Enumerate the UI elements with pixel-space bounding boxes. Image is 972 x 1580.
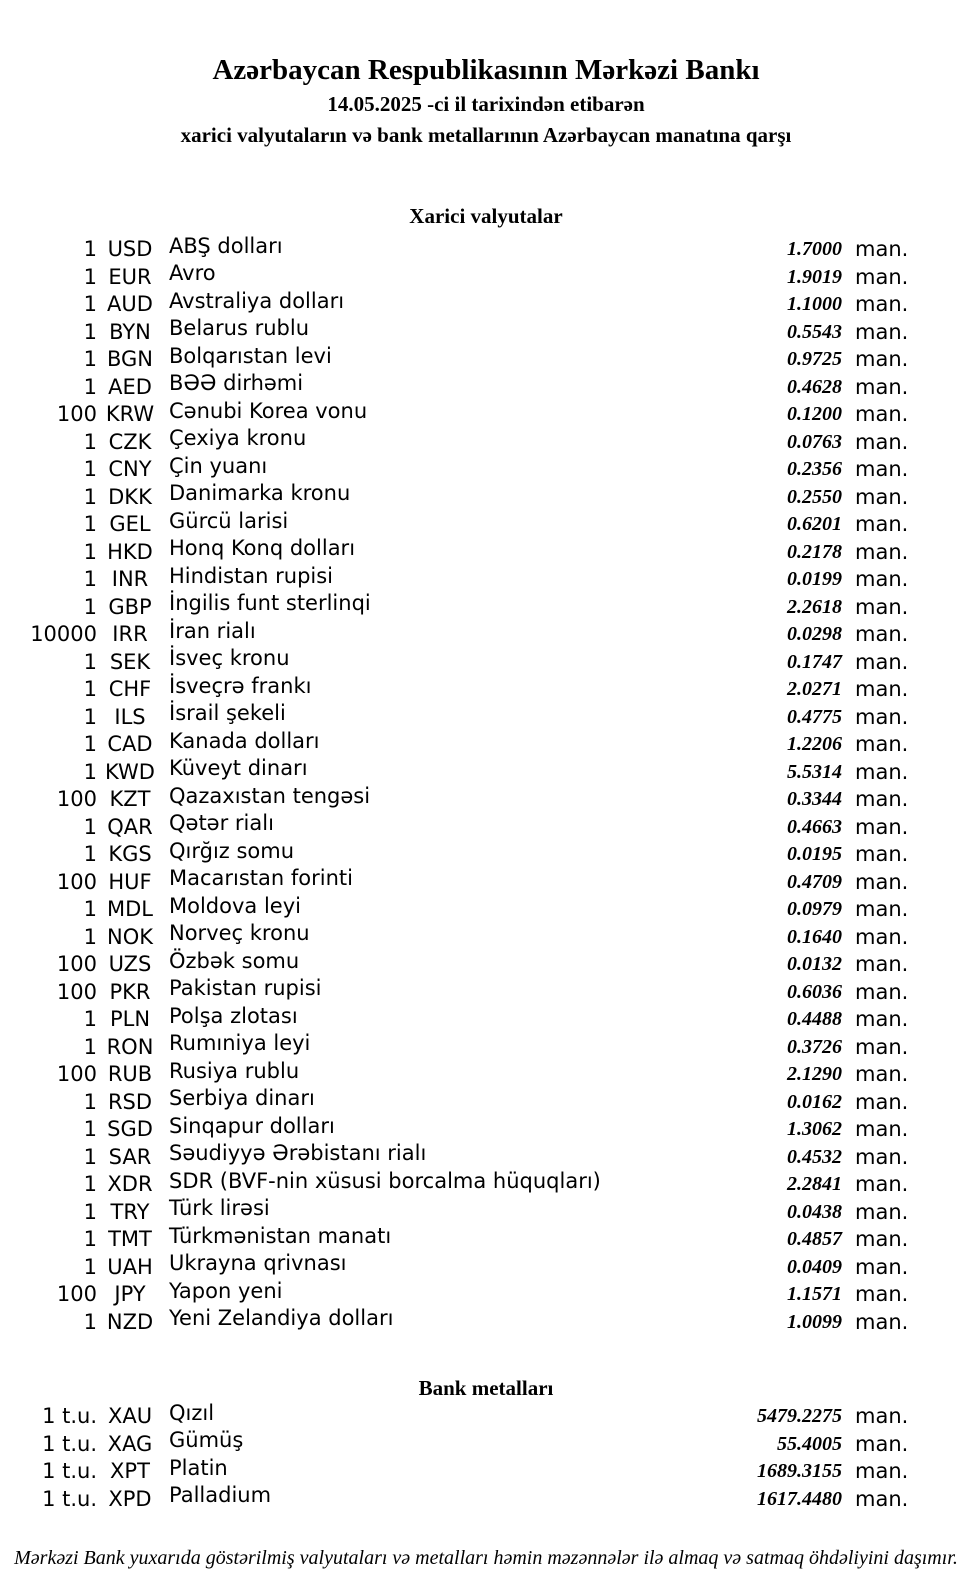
unit-cell: man. xyxy=(855,1007,909,1031)
metal-name-cell: Qızıl xyxy=(169,1400,215,1425)
currency-code-cell: CNY xyxy=(108,457,152,481)
currency-name-cell: Pakistan rupisi xyxy=(169,976,322,1000)
currency-code-cell: RUB xyxy=(107,1062,153,1086)
quantity-cell: 1 xyxy=(83,814,97,839)
quantity-cell: 1 xyxy=(83,1227,97,1251)
rate-value-cell: 0.4775 xyxy=(787,705,842,728)
rate-value-cell: 0.4663 xyxy=(787,815,842,838)
rate-value-cell: 0.1640 xyxy=(787,925,842,948)
quantity-cell: 1 xyxy=(83,1254,97,1279)
metal-name-cell: Platin xyxy=(169,1455,228,1480)
unit-cell: man. xyxy=(855,1117,909,1141)
currency-code-cell: INR xyxy=(111,567,149,591)
rate-value-cell: 0.0979 xyxy=(787,898,842,920)
rate-value-cell: 0.0763 xyxy=(787,430,842,453)
quantity-cell: 1 xyxy=(83,649,97,674)
metal-code-cell: XAU xyxy=(107,1404,153,1428)
quantity-cell: 1 xyxy=(83,1034,97,1059)
currency-name-cell: Türkmənistan manatı xyxy=(169,1223,392,1248)
rate-value-cell: 55.4005 xyxy=(777,1432,842,1455)
unit-cell: man. xyxy=(855,594,909,619)
quantity-cell: 100 xyxy=(56,869,97,894)
metal-code-cell: XPD xyxy=(108,1486,152,1511)
currency-code-cell: HKD xyxy=(107,539,153,564)
quantity-cell: 1 xyxy=(83,567,97,591)
quantity-cell: 1 xyxy=(83,1089,97,1114)
currency-name-cell: Rumıniya leyi xyxy=(169,1031,311,1055)
unit-cell: man. xyxy=(855,622,909,646)
unit-cell: man. xyxy=(855,897,909,921)
rate-value-cell: 5.5314 xyxy=(787,760,842,783)
currency-code-cell: HUF xyxy=(108,869,152,894)
quantity-cell: 1 xyxy=(83,677,97,701)
currency-code-cell: DKK xyxy=(108,484,152,509)
currency-code-cell: BGN xyxy=(106,347,154,371)
quantity-cell: 100 xyxy=(56,979,97,1004)
rate-value-cell: 1.2206 xyxy=(787,733,842,755)
currency-name-cell: Kanada dolları xyxy=(169,728,320,753)
currency-code-cell: AUD xyxy=(107,292,153,316)
quantity-cell: 1 xyxy=(83,539,97,564)
currency-name-cell: Serbiya dinarı xyxy=(169,1086,315,1110)
rate-value-cell: 0.4628 xyxy=(787,375,842,398)
unit-cell: man. xyxy=(855,814,909,839)
unit-cell: man. xyxy=(855,1034,909,1059)
quantity-cell: 1 xyxy=(83,1199,97,1224)
unit-cell: man. xyxy=(855,649,909,674)
quantity-cell: 1 xyxy=(83,1117,97,1141)
currency-code-cell: IRR xyxy=(112,622,148,646)
quantity-cell: 100 xyxy=(56,1282,97,1306)
rate-value-cell: 0.4709 xyxy=(787,870,842,893)
metal-code-cell: XAG xyxy=(107,1431,153,1456)
quantity-cell: 1 xyxy=(83,1144,97,1169)
rate-value-cell: 1.1000 xyxy=(787,293,842,315)
currency-name-cell: Türk lirəsi xyxy=(169,1196,270,1220)
currency-name-cell: Küveyt dinarı xyxy=(169,756,308,780)
rate-value-cell: 1.0099 xyxy=(787,1310,842,1333)
currency-name-cell: İsveç kronu xyxy=(169,646,290,670)
rate-value-cell: 0.0132 xyxy=(787,953,842,975)
quantity-cell: 100 xyxy=(56,952,97,976)
rate-value-cell: 2.0271 xyxy=(787,678,842,700)
unit-cell: man. xyxy=(855,869,909,894)
currency-code-cell: GBP xyxy=(108,594,152,619)
rate-value-cell: 0.2550 xyxy=(787,485,842,508)
rate-value-cell: 2.2618 xyxy=(787,595,842,618)
quantity-cell: 1 xyxy=(83,759,97,784)
quantity-cell: 1 t.u. xyxy=(42,1431,97,1456)
rate-value-cell: 0.3344 xyxy=(787,788,842,810)
metal-name-cell: Gümüş xyxy=(169,1428,244,1452)
currency-code-cell: EUR xyxy=(108,264,152,289)
currency-name-cell: Özbək somu xyxy=(169,948,300,973)
currency-code-cell: CZK xyxy=(108,429,152,454)
rate-value-cell: 0.1200 xyxy=(787,403,842,425)
currency-code-cell: SAR xyxy=(108,1144,152,1169)
effective-date-line: 14.05.2025 -ci il tarixindən etibarən xyxy=(327,92,645,116)
currency-name-cell: SDR (BVF-nin xüsusi borcalma hüquqları) xyxy=(169,1168,601,1193)
unit-cell: man. xyxy=(855,429,909,454)
unit-cell: man. xyxy=(855,539,909,564)
rate-value-cell: 5479.2275 xyxy=(757,1405,842,1427)
currency-code-cell: UAH xyxy=(107,1254,153,1279)
quantity-cell: 1 xyxy=(83,512,97,536)
unit-cell: man. xyxy=(855,842,909,866)
unit-cell: man. xyxy=(855,759,909,784)
unit-cell: man. xyxy=(855,512,909,536)
currency-code-cell: KRW xyxy=(105,402,155,426)
currency-code-cell: RON xyxy=(106,1034,154,1059)
section-title-metals: Bank metalları xyxy=(418,1376,554,1400)
quantity-cell: 1 xyxy=(83,897,97,921)
currency-name-cell: Cənubi Korea vonu xyxy=(169,398,368,423)
rate-value-cell: 0.5543 xyxy=(787,320,842,343)
quantity-cell: 1 xyxy=(83,924,97,949)
quantity-cell: 1 xyxy=(83,374,97,399)
rate-value-cell: 0.0438 xyxy=(787,1200,842,1223)
unit-cell: man. xyxy=(855,1172,909,1196)
unit-cell: man. xyxy=(855,484,909,509)
unit-cell: man. xyxy=(855,402,909,426)
currency-code-cell: TMT xyxy=(108,1227,152,1251)
currency-name-cell: Norveç kronu xyxy=(169,921,310,945)
unit-cell: man. xyxy=(855,237,909,261)
currency-table xyxy=(0,233,909,1336)
currency-code-cell: CAD xyxy=(107,732,153,756)
unit-cell: man. xyxy=(855,952,909,976)
currency-name-cell: Danimarka kronu xyxy=(169,481,351,505)
currency-name-cell: Çin yuanı xyxy=(169,453,268,478)
unit-cell: man. xyxy=(855,1282,909,1306)
currency-name-cell: Macarıstan forinti xyxy=(169,866,353,890)
quantity-cell: 10000 xyxy=(30,622,97,646)
currency-row xyxy=(0,1306,909,1337)
unit-cell: man. xyxy=(855,374,909,399)
currency-code-cell: MDL xyxy=(107,897,153,921)
currency-code-cell: CHF xyxy=(108,677,152,701)
currency-code-cell: ILS xyxy=(114,704,146,729)
quantity-cell: 100 xyxy=(56,787,97,811)
quantity-cell: 1 t.u. xyxy=(42,1404,97,1428)
unit-cell: man. xyxy=(855,979,909,1004)
currency-name-cell: İsveçrə frankı xyxy=(169,673,312,698)
currency-code-cell: AED xyxy=(108,374,152,399)
currency-name-cell: Rusiya rublu xyxy=(169,1058,300,1083)
currency-code-cell: SGD xyxy=(107,1117,153,1141)
unit-cell: man. xyxy=(855,347,909,371)
currency-code-cell: PLN xyxy=(109,1007,151,1031)
unit-cell: man. xyxy=(855,1486,909,1511)
currency-name-cell: Sinqapur dolları xyxy=(169,1113,335,1138)
currency-code-cell: NZD xyxy=(106,1309,154,1334)
quantity-cell: 1 xyxy=(83,237,97,261)
currency-name-cell: Bolqarıstan levi xyxy=(169,343,332,368)
quantity-cell: 1 xyxy=(83,704,97,729)
currency-name-cell: Yeni Zelandiya dolları xyxy=(169,1306,394,1330)
rate-value-cell: 0.9725 xyxy=(787,348,842,370)
section-title-currencies: Xarici valyutalar xyxy=(409,204,563,228)
currency-name-cell: Polşa zlotası xyxy=(169,1003,298,1028)
currency-name-cell: Səudiyyə Ərəbistanı rialı xyxy=(169,1141,427,1165)
unit-cell: man. xyxy=(855,319,909,344)
currency-name-cell: Gürcü larisi xyxy=(169,508,289,533)
currency-name-cell: Avstraliya dolları xyxy=(169,288,345,313)
rate-value-cell: 1.7000 xyxy=(787,238,842,260)
metal-row xyxy=(0,1483,909,1514)
currency-code-cell: TRY xyxy=(110,1199,150,1224)
rate-value-cell: 0.0199 xyxy=(787,568,842,590)
quantity-cell: 1 xyxy=(83,842,97,866)
quantity-cell: 1 xyxy=(83,1007,97,1031)
currency-name-cell: ABŞ dolları xyxy=(169,233,283,258)
currency-code-cell: GEL xyxy=(109,512,151,536)
currency-code-cell: RSD xyxy=(107,1089,153,1114)
rate-value-cell: 2.2841 xyxy=(787,1173,842,1195)
unit-cell: man. xyxy=(855,924,909,949)
quantity-cell: 100 xyxy=(56,402,97,426)
quantity-cell: 1 xyxy=(83,594,97,619)
currency-code-cell: XDR xyxy=(107,1172,153,1196)
obligation-footer-note: Mərkəzi Bank yuxarıda göstərilmiş valyutaları və metalları həmin məzənnələr ilə almaq və satmaq öhdəliyini daşımır. xyxy=(14,1547,958,1569)
currency-name-cell: Qazaxıstan tengəsi xyxy=(169,783,371,808)
rate-value-cell: 0.4857 xyxy=(787,1228,842,1250)
metals-table xyxy=(0,1400,909,1513)
unit-cell: man. xyxy=(855,1309,909,1334)
currency-code-cell: SEK xyxy=(109,649,151,674)
rate-value-cell: 1689.3155 xyxy=(757,1460,842,1482)
rate-value-cell: 2.1290 xyxy=(787,1063,842,1085)
quantity-cell: 1 xyxy=(83,484,97,509)
unit-cell: man. xyxy=(855,1227,909,1251)
rate-value-cell: 0.0298 xyxy=(787,623,842,645)
currency-name-cell: İsrail şekeli xyxy=(169,701,286,725)
currency-code-cell: PKR xyxy=(109,979,151,1004)
currency-name-cell: Yapon yeni xyxy=(169,1278,283,1303)
quantity-cell: 1 t.u. xyxy=(42,1486,97,1511)
rate-value-cell: 0.6201 xyxy=(787,513,842,535)
quantity-cell: 1 xyxy=(83,319,97,344)
unit-cell: man. xyxy=(855,292,909,316)
currency-code-cell: NOK xyxy=(106,924,153,949)
quantity-cell: 1 xyxy=(83,264,97,289)
currency-code-cell: BYN xyxy=(109,319,151,344)
currency-name-cell: İngilis funt sterlinqi xyxy=(169,591,371,615)
unit-cell: man. xyxy=(855,704,909,729)
quantity-cell: 1 xyxy=(83,429,97,454)
rate-value-cell: 0.3726 xyxy=(787,1035,842,1058)
rate-value-cell: 1.1571 xyxy=(787,1283,842,1305)
metal-code-cell: XPT xyxy=(110,1459,150,1483)
metal-name-cell: Palladium xyxy=(169,1483,272,1507)
rate-value-cell: 0.0195 xyxy=(787,843,842,865)
currency-code-cell: USD xyxy=(107,237,153,261)
currency-code-cell: KGS xyxy=(108,842,152,866)
currency-name-cell: Hindistan rupisi xyxy=(169,563,334,588)
unit-cell: man. xyxy=(855,677,909,701)
page-title: Azərbaycan Respublikasının Mərkəzi Bankı xyxy=(212,54,760,86)
rate-value-cell: 1.9019 xyxy=(787,265,842,288)
rate-value-cell: 0.4488 xyxy=(787,1008,842,1030)
currency-name-cell: Honq Konq dolları xyxy=(169,536,356,560)
unit-cell: man. xyxy=(855,567,909,591)
unit-cell: man. xyxy=(855,1089,909,1114)
unit-cell: man. xyxy=(855,1254,909,1279)
unit-cell: man. xyxy=(855,787,909,811)
unit-cell: man. xyxy=(855,1404,909,1428)
currency-code-cell: QAR xyxy=(107,814,153,839)
unit-cell: man. xyxy=(855,264,909,289)
currency-name-cell: Çexiya kronu xyxy=(169,426,307,450)
unit-cell: man. xyxy=(855,1144,909,1169)
rate-value-cell: 1.3062 xyxy=(787,1118,842,1140)
page-subtitle: xarici valyutaların və bank metallarının Azərbaycan manatına qarşı xyxy=(180,123,792,147)
currency-name-cell: Moldova leyi xyxy=(169,893,301,918)
currency-name-cell: Belarus rublu xyxy=(169,316,310,340)
unit-cell: man. xyxy=(855,1199,909,1224)
unit-cell: man. xyxy=(855,1062,909,1086)
currency-code-cell: KZT xyxy=(109,787,151,811)
rate-value-cell: 0.1747 xyxy=(787,650,842,673)
unit-cell: man. xyxy=(855,1459,909,1483)
rate-value-cell: 1617.4480 xyxy=(757,1487,842,1510)
quantity-cell: 1 xyxy=(83,292,97,316)
rate-value-cell: 0.6036 xyxy=(787,980,842,1003)
currency-name-cell: Qətər rialı xyxy=(169,811,274,835)
unit-cell: man. xyxy=(855,457,909,481)
currency-code-cell: UZS xyxy=(108,952,152,976)
currency-name-cell: Avro xyxy=(169,261,216,285)
quantity-cell: 1 xyxy=(83,347,97,371)
quantity-cell: 1 xyxy=(83,732,97,756)
currency-name-cell: Ukrayna qrivnası xyxy=(169,1251,347,1275)
quantity-cell: 1 t.u. xyxy=(42,1459,97,1483)
rate-value-cell: 0.2356 xyxy=(787,458,842,480)
unit-cell: man. xyxy=(855,732,909,756)
currency-code-cell: KWD xyxy=(105,759,155,784)
currency-name-cell: Qırğız somu xyxy=(169,838,295,863)
currency-name-cell: İran rialı xyxy=(169,618,256,643)
rate-value-cell: 0.4532 xyxy=(787,1145,842,1168)
rate-value-cell: 0.0162 xyxy=(787,1090,842,1113)
quantity-cell: 1 xyxy=(83,1309,97,1334)
quantity-cell: 100 xyxy=(56,1062,97,1086)
quantity-cell: 1 xyxy=(83,457,97,481)
unit-cell: man. xyxy=(855,1431,909,1456)
currency-code-cell: JPY xyxy=(114,1282,146,1306)
quantity-cell: 1 xyxy=(83,1172,97,1196)
rate-value-cell: 0.0409 xyxy=(787,1255,842,1278)
rate-value-cell: 0.2178 xyxy=(787,540,842,563)
currency-name-cell: BƏƏ dirhəmi xyxy=(169,371,304,395)
